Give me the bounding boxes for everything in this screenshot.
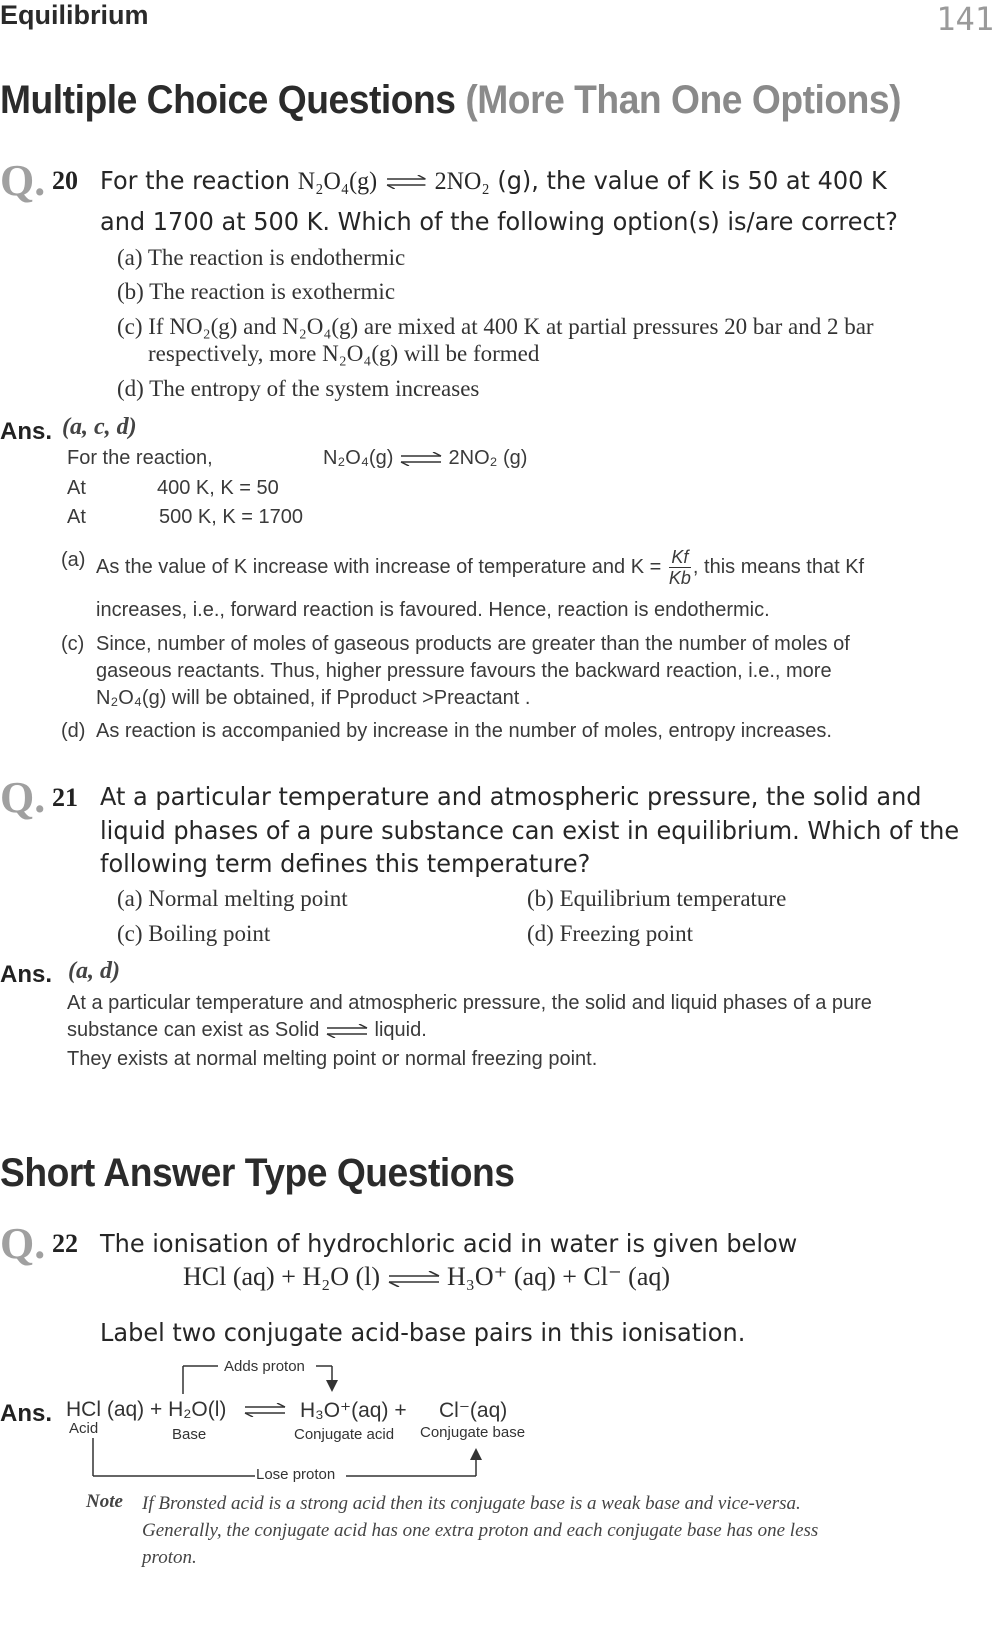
section-title-main: Multiple Choice Questions [0,78,456,122]
answer-label-q21: Ans. [0,961,53,988]
ans20-a-text: As the value of K increase with increase of temperature and K = [96,555,662,578]
answer-label-q22: Ans. [0,1400,53,1427]
page-number: 141 [936,0,994,38]
ans20-c-line2: gaseous reactants. Thus, higher pressure favours the backward reaction, i.e., more [96,660,832,682]
q20-text-a: For the reaction [100,166,291,195]
ans22-h3o: H₃O⁺(aq) + [300,1399,407,1422]
adds-proton-label: Adds proton [224,1358,305,1375]
section-title-short: Short Answer Type Questions [0,1151,515,1195]
q20-reactant: N₂O₄(g) [297,168,378,195]
q20-text-d: (g), the value of K is 50 at 400 K [497,166,887,195]
ans21-line2-a: substance can exist as Solid [67,1019,320,1041]
question-mark-q21: Q. [0,773,46,822]
equilibrium-arrow-icon [243,1403,287,1417]
ans20-at1-value: 400 K, K = 50 [157,477,279,499]
note-line2: Generally, the conjugate acid has one extra proton and each conjugate base has one less [142,1520,819,1541]
ans21-line1: At a particular temperature and atmospheric pressure, the solid and liquid phases of a pure [67,992,872,1014]
answer-key-q20: (a, c, d) [62,414,137,440]
ans21-line2 [67,1017,427,1044]
label-conjugate-acid: Conjugate acid [294,1426,395,1443]
answer-key-q21: (a, d) [68,958,120,984]
q20-option-c-line2: respectively, more N₂O₄(g) will be formed [148,341,540,366]
q21-option-a: (a) Normal melting point [117,886,348,911]
note-line1: If Bronsted acid is a strong acid then its conjugate base is a weak base and vice-versa. [142,1493,801,1514]
answer-label-q20: Ans. [0,418,53,445]
q22-equation [183,1262,670,1292]
ans22-cl: Cl⁻(aq) [439,1399,508,1422]
ans20-c-prefix: (c) [61,633,85,655]
ans20-d-line: As reaction is accompanied by increase in the number of moles, entropy increases. [96,720,832,742]
equilibrium-arrow-icon [385,175,427,189]
ans21-line3: They exists at normal melting point or normal freezing point. [67,1048,598,1070]
ans20-c-line1: Since, number of moles of gaseous products are greater than the number of moles of [96,633,850,655]
ans20-for-reaction: For the reaction, [67,447,213,469]
q21-line2: liquid phases of a pure substance can exist in equilibrium. Which of the [100,816,960,845]
ans20-at2-value: 500 K, K = 1700 [159,506,304,528]
q20-option-c-line1: (c) If NO₂(g) and N₂O₄(g) are mixed at 400 K at partial pressures 20 bar and 2 bar [117,314,874,339]
ans20-at1-label: At [67,477,86,499]
ans20-a-prefix: (a) [61,549,86,571]
q21-option-c: (c) Boiling point [117,921,271,946]
ans21-line2-b: liquid. [374,1019,427,1041]
q22-line1: The ionisation of hydrochloric acid in water is given below [100,1229,798,1258]
q20-line2: and 1700 at 500 K. Which of the following option(s) is/are correct? [100,207,898,236]
section-title-mcq [0,78,901,123]
fraction-denominator: Kb [668,568,691,588]
lose-proton-label: Lose proton [256,1466,336,1483]
chapter-title: Equilibrium [0,0,149,30]
ans20-d-prefix: (d) [61,720,86,742]
ans22-reactants: HCl (aq) + H₂O(l) [66,1398,227,1421]
q20-option-d: (d) The entropy of the system increases [117,376,480,401]
q20-option-a: (a) The reaction is endothermic [117,245,406,270]
ans20-reaction [323,445,527,472]
ans20-a-line2: increases, i.e., forward reaction is favoured. Hence, reaction is endothermic. [96,599,770,621]
kf-kb-fraction [669,547,691,588]
equilibrium-arrow-icon [399,452,443,466]
q20-product: 2NO₂ [434,168,490,195]
question-number-q22: 22 [52,1229,78,1258]
label-conjugate-base: Conjugate base [420,1424,526,1441]
q22-eq-right: H₃O⁺ (aq) + Cl⁻ (aq) [447,1262,671,1291]
section-title-sub: (More Than One Options) [465,78,902,122]
q20-line1 [100,160,962,202]
label-base: Base [172,1426,207,1443]
ans20-reaction-left: N₂O₄(g) [323,447,394,469]
note-line3: proton. [142,1547,197,1568]
q22-eq-left: HCl (aq) + H₂O (l) [183,1262,381,1291]
label-acid: Acid [69,1420,99,1437]
q21-option-d: (d) Freezing point [527,921,694,946]
ans20-a-line1 [96,547,864,588]
note-label: Note [86,1491,123,1512]
equilibrium-arrow-icon [325,1024,369,1038]
ans20-reaction-right: 2NO₂ (g) [448,447,528,469]
question-mark-q20: Q. [0,156,46,205]
q21-line1: At a particular temperature and atmospheric pressure, the solid and [100,782,922,811]
question-number-q21: 21 [52,783,78,812]
fraction-numerator: Kf [669,547,691,568]
question-number-q20: 20 [52,166,78,195]
q20-option-b: (b) The reaction is exothermic [117,279,396,304]
ans20-a-text-end: , this means that Kf [692,555,865,578]
q21-line3: following term defines this temperature? [100,849,591,878]
ans20-at2-label: At [67,506,86,528]
q22-line3: Label two conjugate acid-base pairs in this ionisation. [100,1318,746,1347]
ans20-c-line3: N₂O₄(g) will be obtained, if Pproduct >Preactant . [96,687,531,709]
q21-option-b: (b) Equilibrium temperature [527,886,787,911]
equilibrium-arrow-icon [387,1271,441,1287]
question-mark-q22: Q. [0,1219,46,1268]
